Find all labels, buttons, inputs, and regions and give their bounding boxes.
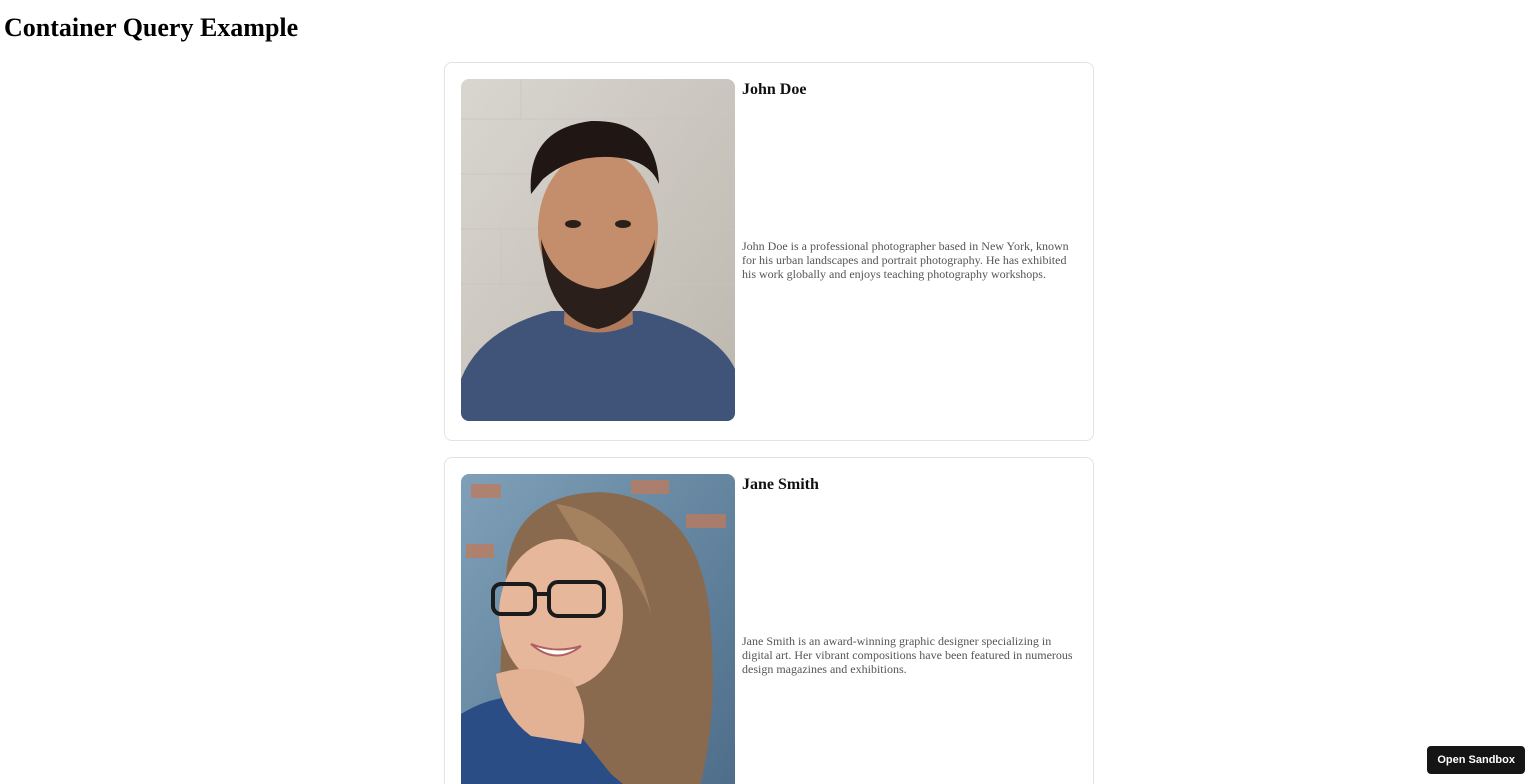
profile-info — [742, 79, 1082, 421]
profile-bio: John Doe is a professional photographer based in New York, known for his urban landscapes and portrait photography. He has exhibited his work globally and enjoys teaching photography workshops. — [742, 239, 1069, 281]
profile-info — [742, 474, 1082, 784]
open-sandbox-button[interactable]: Open Sandbox — [1427, 746, 1525, 774]
woman-portrait-photo — [461, 474, 735, 784]
page-title: Container Query Example — [4, 13, 299, 42]
profile-card — [444, 62, 1094, 441]
man-portrait-photo — [461, 79, 735, 421]
profile-name: John Doe — [742, 81, 807, 98]
profile-card — [444, 457, 1094, 784]
profile-name: Jane Smith — [742, 476, 819, 493]
profile-bio: Jane Smith is an award-winning graphic designer specializing in digital art. Her vibrant compositions have been featured in numerous design magazines and exhibitions. — [742, 634, 1073, 676]
